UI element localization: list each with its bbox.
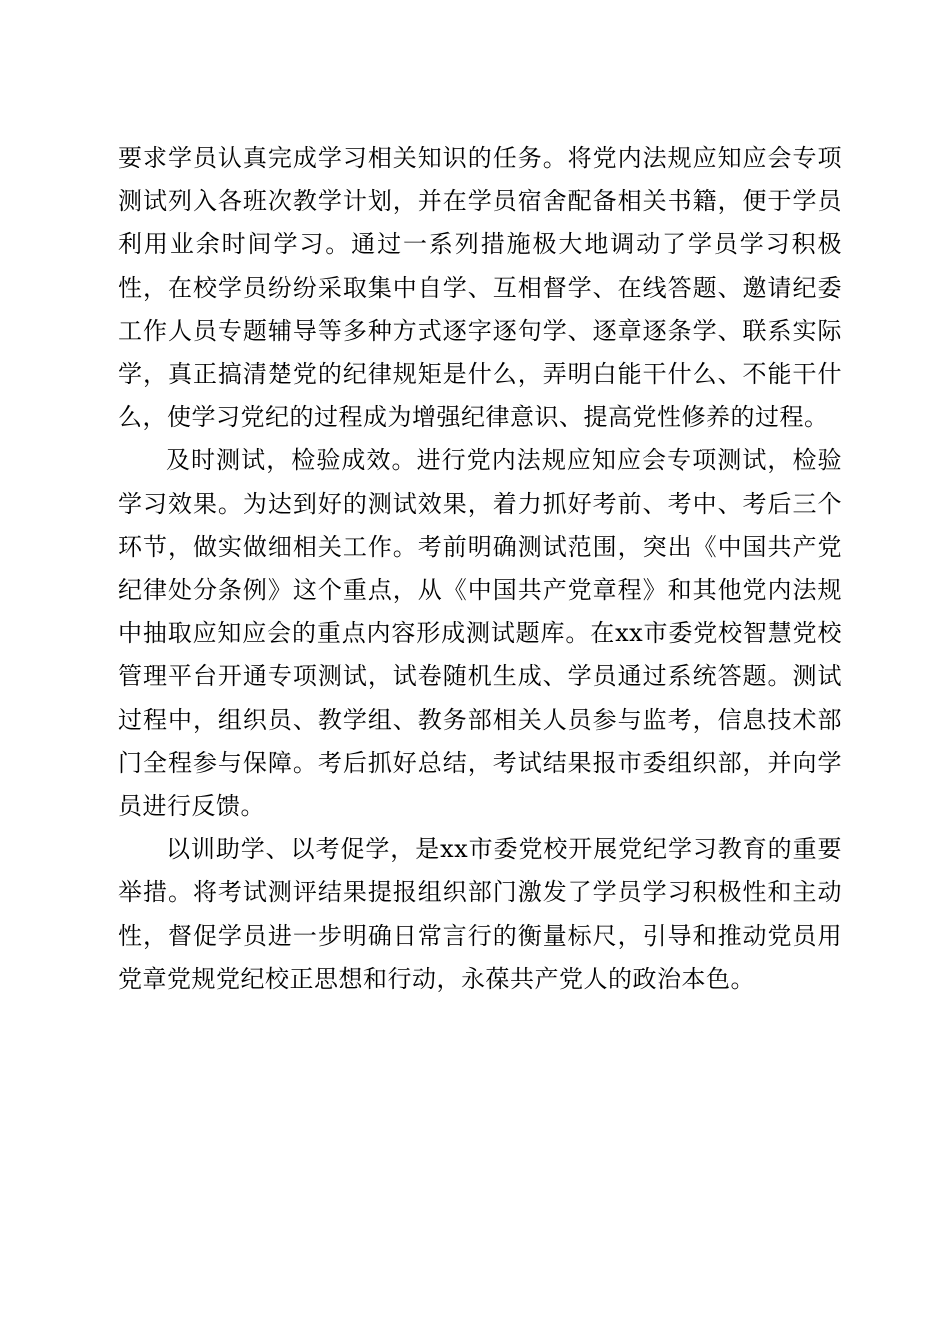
paragraph-continued: 要求学员认真完成学习相关知识的任务。将党内法规应知应会专项测试列入各班次教学计划，并在学员宿舍配备相关书籍，便于学员利用业余时间学习。通过一系列措施极大地调动了学员学习积极性，在校学员纷纷采取集中自学、互相督学、在线答题、邀请纪委工作人员专题辅导等多种方式逐字逐句学、逐章逐条学、联系实际学，真正搞清楚党的纪律规矩是什么，弄明白能干什么、不能干什么，使学习党纪的过程成为增强纪律意识、提高党性修养的过程。	[118, 144, 842, 432]
document-body	[118, 137, 842, 1001]
paragraph-timely-testing: 及时测试，检验成效。进行党内法规应知应会专项测试，检验学习效果。为达到好的测试效果，着力抓好考前、考中、考后三个环节，做实做细相关工作。考前明确测试范围，突出《中国共产党纪律处分条例》这个重点，从《中国共产党章程》和其他党内法规中抽取应知应会的重点内容形成测试题库。在xx市委党校智慧党校管理平台开通专项测试，试卷随机生成、学员通过系统答题。测试过程中，组织员、教学组、教务部相关人员参与监考，信息技术部门全程参与保障。考后抓好总结，考试结果报市委组织部，并向学员进行反馈。	[118, 446, 842, 821]
paragraph-conclusion: 以训助学、以考促学，是xx市委党校开展党纪学习教育的重要举措。将考试测评结果提报组织部门激发了学员学习积极性和主动性，督促学员进一步明确日常言行的衡量标尺，引导和推动党员用党章党规党纪校正思想和行动，永葆共产党人的政治本色。	[118, 835, 842, 993]
